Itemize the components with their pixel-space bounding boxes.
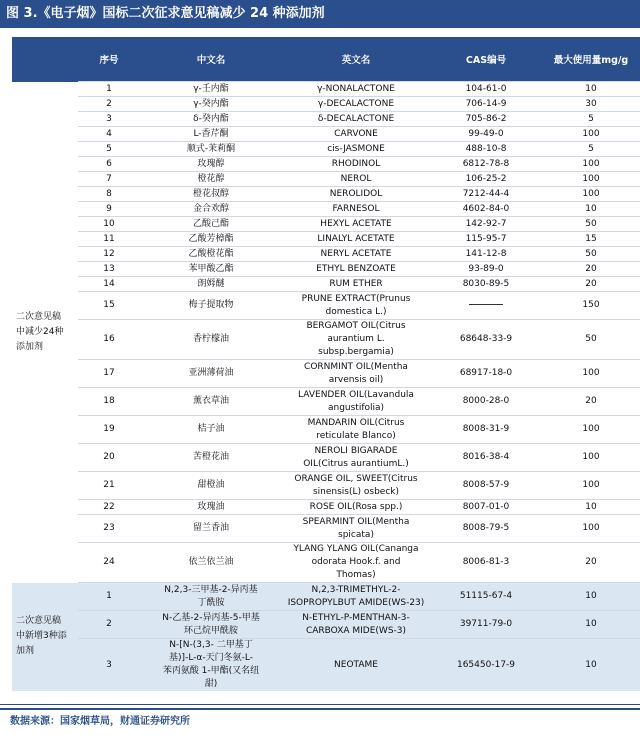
cell-cas: 51115-67-4	[430, 583, 542, 611]
cell-en-name	[282, 515, 430, 543]
cell-cn-name	[140, 416, 282, 444]
cell-max-usage: 100	[542, 157, 640, 172]
group-label-line: 二次意见稿	[16, 616, 62, 627]
cell-cas: 8006-81-3	[430, 543, 542, 583]
cell-max-usage: 100	[542, 127, 640, 142]
cell-en-name	[282, 360, 430, 388]
en-name-line: NEOTAME	[334, 659, 378, 670]
en-name-line: OIL(Citrus aurantiumL.)	[303, 458, 409, 469]
en-name-line: MANDARIN OIL(Citrus	[307, 417, 405, 428]
cn-name-line: 留兰香油	[192, 523, 229, 533]
cell-no: 1	[78, 82, 140, 97]
en-name-line: RUM ETHER	[329, 278, 383, 289]
table-row	[12, 232, 640, 247]
en-name-line: ISOPROPYLBUT AMIDE(WS-23)	[287, 597, 425, 608]
cell-no: 2	[78, 611, 140, 639]
group-label-line: 加剂	[16, 646, 35, 657]
cell-max-usage: 50	[542, 247, 640, 262]
cell-cas: 8008-31-9	[430, 416, 542, 444]
cell-no: 9	[78, 202, 140, 217]
table-row	[12, 292, 640, 320]
header-cas: CAS编号	[430, 37, 542, 82]
table-row	[12, 172, 640, 187]
cell-no: 7	[78, 172, 140, 187]
cell-cn-name	[140, 202, 282, 217]
cn-name-line: 玫瑰油	[197, 501, 225, 512]
cn-name-line: 丁酰胺	[197, 597, 225, 608]
cn-name-line: 玫瑰醇	[197, 158, 225, 169]
table-header-row	[12, 37, 640, 82]
en-name-line: N-ETHYL-P-MENTHAN-3-	[302, 612, 410, 623]
en-name-line: ROSE OIL(Rosa spp.)	[309, 501, 403, 512]
cell-cn-name	[140, 639, 282, 692]
en-name-line: spicata)	[338, 529, 374, 540]
cell-cas: 7212-44-4	[430, 187, 542, 202]
cell-no: 13	[78, 262, 140, 277]
cell-no: 4	[78, 127, 140, 142]
en-name-line: reticulate Blanco)	[316, 430, 396, 441]
cell-max-usage: 10	[542, 202, 640, 217]
cn-name-line: 桔子油	[197, 424, 225, 434]
cell-en-name	[282, 202, 430, 217]
table-row	[12, 262, 640, 277]
cell-no: 3	[78, 112, 140, 127]
table-row	[12, 416, 640, 444]
table-bottom-rule	[0, 704, 640, 705]
cell-cas: 488-10-8	[430, 142, 542, 157]
cell-en-name	[282, 172, 430, 187]
cell-cas: 4602-84-0	[430, 202, 542, 217]
cn-name-line: 乙酸橙花酯	[188, 248, 234, 259]
cell-no: 8	[78, 187, 140, 202]
cn-name-line: 苯甲酸乙酯	[188, 263, 234, 274]
cell-no: 11	[78, 232, 140, 247]
cn-name-line: 橙花醇	[197, 173, 225, 184]
data-source-note: 数据来源：国家烟草局，财通证券研究所	[0, 708, 640, 735]
cell-cn-name	[140, 500, 282, 515]
cell-max-usage: 20	[542, 388, 640, 416]
group-label	[12, 583, 78, 692]
cn-name-line: 甜)	[204, 679, 218, 689]
cell-en-name	[282, 543, 430, 583]
table-row	[12, 82, 640, 97]
cn-name-line: 金合欢醇	[192, 203, 229, 214]
en-name-line: HEXYL ACETATE	[320, 218, 392, 229]
en-name-line: FARNESOL	[332, 203, 380, 214]
cell-max-usage: 100	[542, 360, 640, 388]
cell-en-name	[282, 97, 430, 112]
en-name-line: LINALYL ACETATE	[317, 233, 395, 244]
cell-en-name	[282, 444, 430, 472]
cell-no: 5	[78, 142, 140, 157]
cell-cn-name	[140, 277, 282, 292]
en-name-line: ETHYL BENZOATE	[316, 263, 396, 274]
cell-max-usage: 100	[542, 187, 640, 202]
cell-no: 24	[78, 543, 140, 583]
cell-cas: 104-61-0	[430, 82, 542, 97]
en-name-line: domestica L.)	[325, 306, 387, 317]
cell-no: 16	[78, 320, 140, 360]
cell-cn-name	[140, 320, 282, 360]
cell-max-usage: 100	[542, 472, 640, 500]
cell-cas: 141-12-8	[430, 247, 542, 262]
cn-name-line: 亚洲薄荷油	[188, 368, 234, 378]
en-name-line: N,2,3-TRIMETHYL-2-	[311, 584, 401, 595]
cn-name-line: N-乙基-2-异丙基-5-甲基	[162, 612, 260, 623]
cell-cn-name	[140, 127, 282, 142]
cell-no: 15	[78, 292, 140, 320]
group-label-line: 中减少24种	[16, 326, 64, 337]
cell-cas: 68648-33-9	[430, 320, 542, 360]
cell-max-usage: 30	[542, 97, 640, 112]
table-row	[12, 472, 640, 500]
en-name-line: CARBOXA MIDE(WS-3)	[305, 625, 407, 636]
table-row	[12, 500, 640, 515]
cell-cas: 165450-17-9	[430, 639, 542, 692]
en-name-line: BERGAMOT OIL(Citrus	[306, 321, 406, 331]
table-row	[12, 112, 640, 127]
en-name-line: YLANG YLANG OIL(Cananga	[293, 544, 419, 554]
additives-table	[12, 37, 640, 691]
cell-no: 1	[78, 583, 140, 611]
group-label-line: 二次意见稿	[16, 311, 62, 322]
cell-no: 10	[78, 217, 140, 232]
cn-name-line: 香柠檬油	[192, 334, 229, 344]
cell-en-name	[282, 583, 430, 611]
en-name-line: odorata Hook.f. and	[311, 557, 401, 567]
cn-name-line: 苦橙花油	[192, 452, 229, 462]
header-en-name: 英文名	[282, 37, 430, 82]
cell-en-name	[282, 127, 430, 142]
cell-cas: 99-49-0	[430, 127, 542, 142]
table-row	[12, 611, 640, 639]
table-row	[12, 157, 640, 172]
cell-cn-name	[140, 142, 282, 157]
cell-cas: 8030-89-5	[430, 277, 542, 292]
en-name-line: sinensis(L) osbeck)	[312, 486, 400, 497]
cell-cn-name	[140, 515, 282, 543]
en-name-line: γ-NONALACTONE	[317, 83, 395, 94]
cell-no: 20	[78, 444, 140, 472]
cell-en-name	[282, 611, 430, 639]
cn-name-line: L-香芹酮	[193, 128, 229, 139]
cell-cn-name	[140, 157, 282, 172]
cell-en-name	[282, 157, 430, 172]
cell-max-usage: 20	[542, 277, 640, 292]
cell-no: 23	[78, 515, 140, 543]
cn-name-line: 梅子提取物	[188, 300, 234, 310]
en-name-line: CORNMINT OIL(Mentha	[304, 361, 408, 372]
cell-en-name	[282, 639, 430, 692]
cell-cn-name	[140, 172, 282, 187]
en-name-line: aurantium L.	[327, 334, 385, 344]
en-name-line: PRUNE EXTRACT(Prunus	[301, 293, 411, 304]
cell-cn-name	[140, 388, 282, 416]
cell-max-usage: 100	[542, 172, 640, 187]
cell-cas: 8008-79-5	[430, 515, 542, 543]
cell-en-name	[282, 388, 430, 416]
table-row	[12, 97, 640, 112]
header-max-usage: 最大使用量mg/g	[542, 37, 640, 82]
en-name-line: subsp.bergamia)	[318, 347, 394, 357]
en-name-line: LAVENDER OIL(Lavandula	[298, 389, 414, 400]
cn-name-line: 顺式-茉莉酮	[186, 143, 236, 154]
table-row	[12, 444, 640, 472]
cell-no: 14	[78, 277, 140, 292]
cn-name-line: 环己烷甲酰胺	[183, 625, 238, 636]
cell-max-usage: 15	[542, 232, 640, 247]
en-name-line: arvensis oil)	[328, 374, 384, 385]
en-name-line: angustifolia)	[327, 402, 385, 413]
cell-cas: 39711-79-0	[430, 611, 542, 639]
cell-cn-name	[140, 232, 282, 247]
cell-cn-name	[140, 262, 282, 277]
cell-cas: 142-92-7	[430, 217, 542, 232]
table-row	[12, 388, 640, 416]
cn-name-line: 苯丙氨酸 1-甲酯(又名纽	[162, 666, 260, 676]
cell-max-usage: 20	[542, 543, 640, 583]
cell-max-usage: 20	[542, 262, 640, 277]
en-name-line: δ-DECALACTONE	[317, 113, 395, 124]
cell-en-name	[282, 217, 430, 232]
cell-cn-name	[140, 444, 282, 472]
cell-no: 2	[78, 97, 140, 112]
group-label	[12, 82, 78, 583]
table-row	[12, 127, 640, 142]
cell-no: 18	[78, 388, 140, 416]
cell-cas: 705-86-2	[430, 112, 542, 127]
cell-cas: 6812-78-8	[430, 157, 542, 172]
cell-max-usage: 100	[542, 444, 640, 472]
cell-en-name	[282, 232, 430, 247]
table-row	[12, 543, 640, 583]
cell-cas: 93-89-0	[430, 262, 542, 277]
cell-no: 12	[78, 247, 140, 262]
cell-en-name	[282, 416, 430, 444]
en-name-line: γ-DECALACTONE	[317, 98, 395, 109]
en-name-line: NERYL ACETATE	[320, 248, 392, 259]
cn-name-line: γ-癸内酯	[193, 98, 229, 109]
en-name-line: ORANGE OIL, SWEET(Citrus	[294, 473, 418, 484]
cell-cas: 706-14-9	[430, 97, 542, 112]
cell-cas: 115-95-7	[430, 232, 542, 247]
header-group	[12, 37, 78, 82]
cell-cn-name	[140, 112, 282, 127]
cell-cas: 8000-28-0	[430, 388, 542, 416]
cell-max-usage: 5	[542, 112, 640, 127]
cn-name-line: 依兰依兰油	[188, 557, 234, 567]
table-row	[12, 247, 640, 262]
cell-cn-name	[140, 292, 282, 320]
cell-cas: 8016-38-4	[430, 444, 542, 472]
en-name-line: RHODINOL	[331, 158, 381, 169]
cell-cn-name	[140, 97, 282, 112]
cell-no: 22	[78, 500, 140, 515]
en-name-line: NEROL	[340, 173, 372, 184]
cell-en-name	[282, 292, 430, 320]
table-row	[12, 360, 640, 388]
cell-en-name	[282, 472, 430, 500]
cell-no: 17	[78, 360, 140, 388]
cell-cas: 106-25-2	[430, 172, 542, 187]
cell-no: 19	[78, 416, 140, 444]
en-name-line: Thomas)	[336, 570, 376, 580]
cell-cas: 8008-57-9	[430, 472, 542, 500]
cell-max-usage: 10	[542, 583, 640, 611]
group-label-line: 中新增3种添	[16, 631, 67, 642]
cell-no: 6	[78, 157, 140, 172]
cell-max-usage: 50	[542, 217, 640, 232]
cell-max-usage: 10	[542, 82, 640, 97]
cell-en-name	[282, 262, 430, 277]
cell-en-name	[282, 82, 430, 97]
cell-cn-name	[140, 472, 282, 500]
table-row	[12, 639, 640, 692]
cell-cn-name	[140, 187, 282, 202]
table-row	[12, 515, 640, 543]
cell-en-name	[282, 247, 430, 262]
cell-cas: 8007-01-0	[430, 500, 542, 515]
cell-en-name	[282, 320, 430, 360]
table-row	[12, 583, 640, 611]
header-no: 序号	[78, 37, 140, 82]
cell-cn-name	[140, 360, 282, 388]
cn-name-line: 薰衣草油	[192, 396, 229, 406]
table-row	[12, 277, 640, 292]
group-label-line: 添加剂	[16, 341, 44, 352]
cn-name-line: 朗姆醚	[197, 278, 225, 289]
header-cn-name: 中文名	[140, 37, 282, 82]
cell-cas: 68917-18-0	[430, 360, 542, 388]
cell-cn-name	[140, 611, 282, 639]
empty-dash	[469, 304, 503, 305]
en-name-line: cis-JASMONE	[327, 143, 385, 154]
table-row	[12, 217, 640, 232]
table-row	[12, 142, 640, 157]
en-name-line: NEROLIDOL	[329, 188, 383, 199]
cn-name-line: N,2,3-三甲基-2-异丙基	[164, 584, 258, 595]
en-name-line: SPEARMINT OIL(Mentha	[302, 516, 410, 527]
cn-name-line: 甜橙油	[197, 480, 225, 490]
cell-max-usage: 100	[542, 515, 640, 543]
cn-name-line: 乙酸己酯	[192, 218, 229, 229]
cell-max-usage: 150	[542, 292, 640, 320]
cell-max-usage: 5	[542, 142, 640, 157]
cn-name-line: 基)]-L-α-天门冬氨-L-	[169, 653, 253, 663]
table-row	[12, 187, 640, 202]
cell-max-usage: 100	[542, 416, 640, 444]
cn-name-line: N-[N-(3,3- 二甲基丁	[169, 640, 253, 650]
cell-cas	[430, 292, 542, 320]
cn-name-line: δ-癸内酯	[193, 113, 229, 124]
cell-cn-name	[140, 583, 282, 611]
table-row	[12, 320, 640, 360]
cell-cn-name	[140, 217, 282, 232]
cell-no: 3	[78, 639, 140, 692]
cn-name-line: 乙酸芳樟酯	[188, 233, 234, 244]
cell-cn-name	[140, 543, 282, 583]
cell-en-name	[282, 112, 430, 127]
cn-name-line: 橙花叔醇	[192, 188, 229, 199]
cell-cn-name	[140, 247, 282, 262]
table-row	[12, 202, 640, 217]
cell-no: 21	[78, 472, 140, 500]
cell-en-name	[282, 187, 430, 202]
en-name-line: NEROLI BIGARADE	[314, 445, 398, 456]
figure-title: 图 3.《电子烟》国标二次征求意见稿减少 24 种添加剂	[0, 0, 640, 28]
cell-en-name	[282, 500, 430, 515]
cell-en-name	[282, 277, 430, 292]
cell-max-usage: 10	[542, 639, 640, 692]
cell-max-usage: 10	[542, 611, 640, 639]
cell-max-usage: 50	[542, 320, 640, 360]
cell-en-name	[282, 142, 430, 157]
en-name-line: CARVONE	[334, 128, 378, 139]
cell-max-usage: 10	[542, 500, 640, 515]
cn-name-line: γ-壬内酯	[193, 83, 229, 94]
cell-cn-name	[140, 82, 282, 97]
